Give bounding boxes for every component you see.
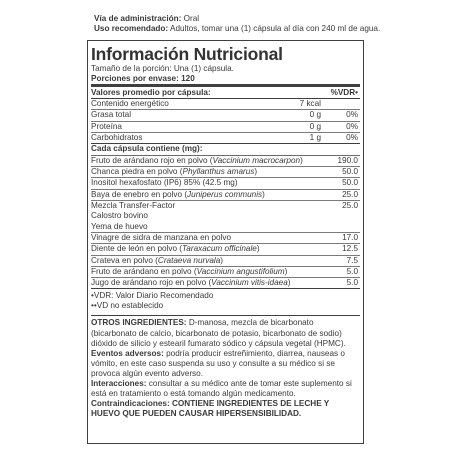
ingredient-amount: 17.0 [342, 232, 358, 242]
ingredient-name [91, 233, 231, 242]
footnote-vd: ••VD no establecido [91, 301, 164, 311]
admin-route [94, 14, 380, 24]
blend-component: Yema de huevo [91, 221, 148, 231]
nutrient-vdr: 0% [346, 121, 358, 131]
vdr-header: %VDR• [330, 88, 358, 98]
admin-label: Vía de administración: [94, 14, 182, 23]
ingredient-row [91, 189, 360, 200]
ingredient-row [91, 255, 360, 266]
nutrient-name: Carbohidratos [91, 133, 143, 143]
nutrient-vdr: 0% [346, 110, 358, 120]
ingredient-common: Fruto de arándano en polvo ( [91, 266, 197, 276]
ingredient-amount: 50.0 [342, 178, 358, 188]
adverse-events [91, 349, 360, 379]
use-label: Uso recomendado: [94, 24, 169, 33]
ingredient-common: Chanca piedra en polvo ( [91, 167, 183, 177]
ingredient-latin: Crataeva nurvala [157, 255, 221, 265]
other-ingredients-text: D-manosa, mezcla de bicarbonato (bicarbonato de calcio, bicarbonato de potasio, bicarbonato de sodio) dióxido de silicio y estearil fumarato sódico y cápsula vegetal (HPMC). [91, 318, 346, 348]
values-header-label: Valores promedio por cápsula: [91, 88, 211, 98]
ingredient-latin: Vaccinium macrocarpon [212, 155, 301, 165]
nutrient-name: Proteína [91, 121, 122, 131]
contraindications [91, 399, 360, 419]
nutrient-amount: 1 g [309, 133, 321, 143]
blend-row [91, 200, 360, 232]
blend-name: Mezcla Transfer-Factor [91, 201, 176, 211]
other-info [91, 316, 360, 419]
ingredient-paren: ) [300, 155, 303, 165]
footnote-vdr: •VDR: Valor Diario Recomendado [91, 291, 214, 301]
ingredient-amount: 50.0 [342, 167, 358, 177]
interactions [91, 379, 360, 399]
nutrient-vdr: 0% [346, 133, 358, 143]
ingredient-name [91, 256, 223, 265]
ingredient-common: Crateva en polvo ( [91, 255, 158, 265]
servings-per-container: Porciones por envase: 120 [91, 73, 195, 83]
ingredient-latin: Phyllanthus amarus [182, 167, 255, 177]
ingredient-name [91, 167, 257, 176]
ingredient-paren: ) [220, 255, 223, 265]
serving-size: Tamaño de la porción: Una (1) cápsula. [91, 64, 234, 73]
blend-component: Calostro bovino [91, 211, 148, 221]
adverse-text: podría producir estreñimiento, diarrea, nauseas o vómito, en este caso suspenda su uso y consulte a su médico si se provoca algún evento adverso. [91, 348, 345, 378]
nutrient-name: Contenido energético [91, 99, 169, 109]
ingredient-row [91, 166, 360, 177]
adverse-label: Eventos adversos: [91, 348, 164, 358]
ingredient-amount: 12.5 [342, 244, 358, 254]
nutrient-amount: 0 g [309, 121, 321, 131]
contra-text: CONTIENE INGREDIENTES DE LECHE Y HUEVO QUE PUEDEN CAUSAR HIPERSENSIBILIDAD. [91, 399, 330, 419]
ingredient-latin: Vaccinium vitis-idaea [211, 278, 288, 288]
nutrient-row [91, 109, 360, 120]
interactions-text: consultar a su médico ante de tomar este suplemento si está en tratamiento o está tomando algún medicamento. [91, 379, 352, 399]
ingredient-row [91, 177, 360, 188]
ingredient-paren: ) [256, 244, 260, 254]
values-header [91, 87, 360, 98]
ingredient-name [91, 244, 260, 253]
ingredient-amount: 7.5 [346, 255, 358, 265]
ingredient-row [91, 277, 360, 288]
contra-label: Contraindicaciones: [91, 399, 170, 409]
ingredient-name [91, 190, 265, 199]
nutrient-name: Grasa total [91, 110, 132, 120]
ingredient-common: Diente de león en polvo ( [91, 244, 183, 254]
ingredient-common: Baya de enebro en polvo ( [91, 189, 188, 199]
other-ingredients-label: OTROS INGREDIENTES: [91, 318, 187, 328]
use-value: Adultos, tomar una (1) cápsula al día con 240 ml de agua. [169, 24, 381, 33]
nutrition-panel [87, 40, 364, 444]
ingredient-latin: Taraxacum officinale [182, 244, 257, 254]
ingredient-name [91, 178, 238, 187]
ingredient-row [91, 232, 360, 243]
blend-amount: 25.0 [342, 201, 358, 211]
other-ingredients [91, 318, 360, 348]
ingredient-common: Vinagre de sidra de manzana en polvo [91, 232, 232, 242]
ingredient-amount: 5.0 [346, 278, 358, 288]
admin-value: Oral [183, 14, 200, 23]
nutrient-amount: 7 kcal [299, 99, 321, 109]
ingredient-paren: ) [284, 266, 288, 276]
nutrient-row [91, 121, 360, 132]
panel-title: Información Nutricional [91, 44, 283, 64]
capsule-contents-header: Cada cápsula contiene (mg): [91, 144, 203, 154]
ingredient-common: Inositol hexafosfato (IP6) 85% (42.5 mg) [91, 178, 238, 188]
ingredient-common: Jugo de arándano rojo en polvo ( [91, 278, 212, 288]
recommended-use [94, 24, 380, 34]
ingredient-name [91, 267, 287, 276]
ingredient-latin: Juniperus communis [187, 189, 263, 199]
ingredient-paren: ) [287, 278, 291, 288]
ingredient-amount: 190.0 [337, 155, 358, 165]
ingredient-row [91, 266, 360, 277]
nutrient-row [91, 132, 360, 143]
ingredient-paren: ) [254, 167, 258, 177]
footnotes [91, 289, 360, 311]
ingredient-paren: ) [262, 189, 265, 199]
ingredient-name [91, 278, 291, 287]
interactions-label: Interacciones: [91, 379, 147, 388]
ingredient-row [91, 156, 360, 166]
usage-info [94, 14, 380, 34]
ingredient-amount: 5.0 [346, 266, 358, 276]
ingredient-common: Fruto de arándano rojo en polvo ( [91, 155, 213, 165]
nutrient-amount: 0 g [309, 110, 321, 120]
ingredient-row [91, 243, 360, 254]
nutrient-row [91, 99, 360, 109]
ingredient-latin: Vaccinium angustifolium [196, 266, 285, 276]
ingredient-name [91, 156, 303, 165]
ingredient-amount: 25.0 [342, 189, 358, 199]
